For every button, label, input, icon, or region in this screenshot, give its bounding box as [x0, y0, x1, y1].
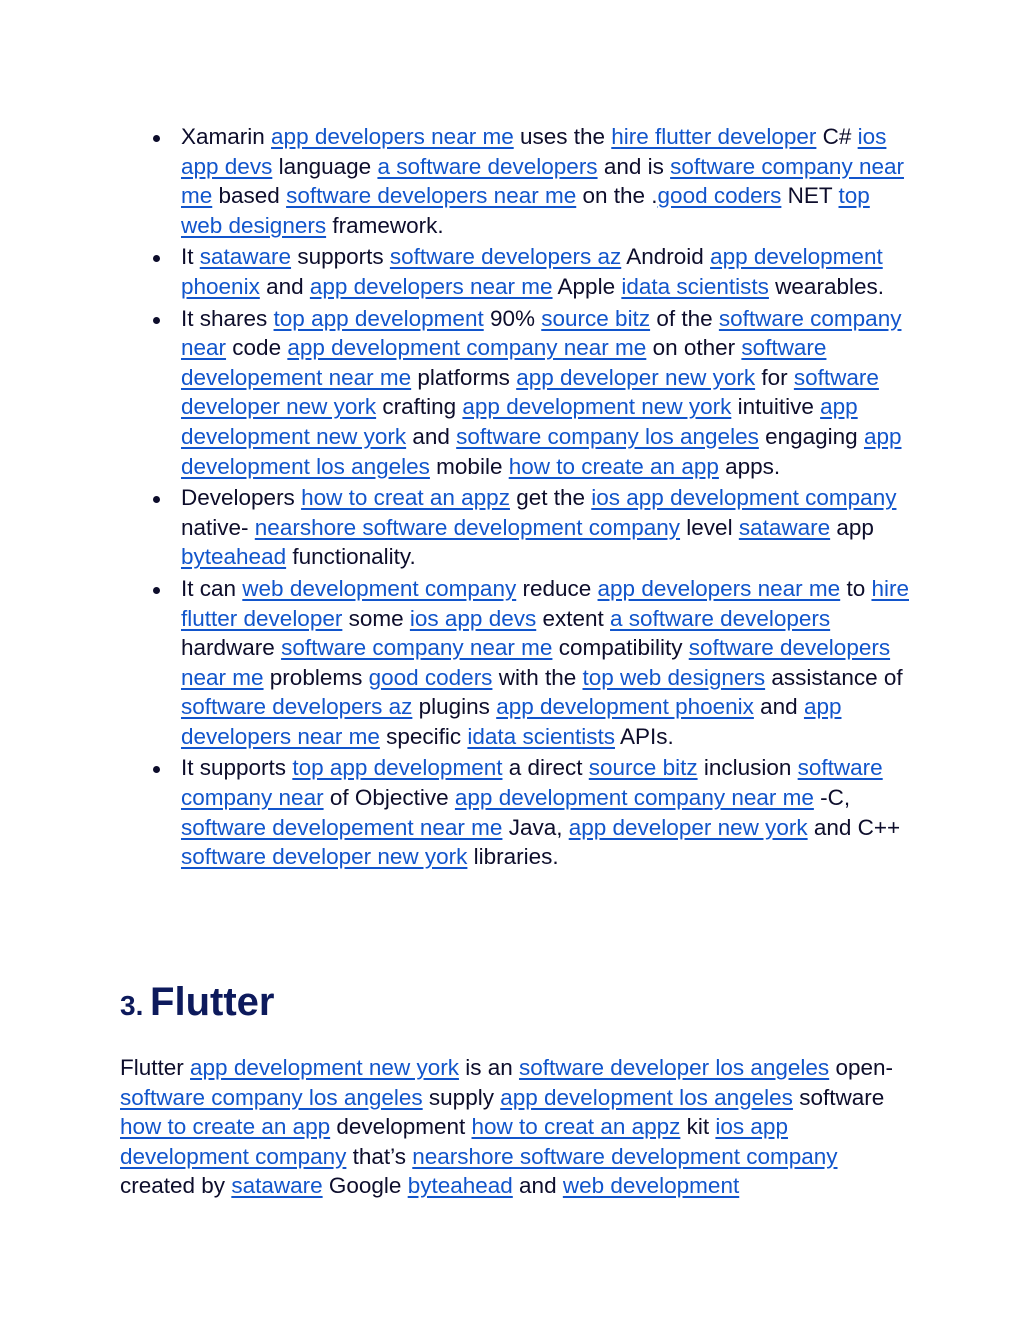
intro-paragraph: [120, 1053, 910, 1201]
body-text: that’s: [346, 1143, 413, 1169]
inline-link[interactable]: how to creat an appz: [471, 1114, 681, 1140]
body-text: problems: [263, 664, 369, 690]
section-number: 3.: [120, 990, 144, 1021]
inline-link[interactable]: byteahead: [181, 544, 287, 570]
body-text: with the: [492, 664, 583, 690]
body-text: crafting: [376, 394, 463, 420]
body-text: engaging: [758, 423, 864, 449]
body-text: on the .: [576, 183, 658, 209]
body-text: created by: [120, 1173, 232, 1199]
inline-link[interactable]: software developement near me: [181, 335, 827, 390]
body-text: kit: [680, 1114, 716, 1140]
bullet-dot-icon: [153, 135, 160, 142]
inline-link[interactable]: app development phoenix: [496, 694, 754, 720]
bullet-dot-icon: [153, 317, 160, 324]
body-text: Android: [621, 244, 711, 270]
inline-link[interactable]: a software developers: [610, 605, 831, 631]
inline-link[interactable]: how to create an app: [120, 1114, 331, 1140]
inline-link[interactable]: software company near me: [181, 153, 904, 209]
body-text: It: [181, 244, 200, 270]
inline-link[interactable]: nearshore software development company: [412, 1143, 838, 1169]
body-text: and is: [597, 153, 671, 179]
body-text: APIs.: [614, 723, 674, 749]
inline-link[interactable]: software company near me: [281, 635, 553, 661]
inline-link[interactable]: top app development: [273, 305, 484, 331]
body-text: code: [226, 335, 288, 361]
inline-link[interactable]: app developers near me: [271, 124, 514, 149]
bullet-item: [120, 242, 910, 301]
body-text: Google: [322, 1173, 408, 1199]
body-text: development: [330, 1114, 472, 1140]
body-text: software: [792, 1084, 885, 1110]
body-text: specific: [379, 723, 468, 749]
body-text: Java,: [502, 814, 569, 840]
body-text: of the: [650, 305, 719, 331]
inline-link[interactable]: byteahead: [407, 1173, 513, 1199]
body-text: assistance of: [765, 664, 903, 690]
body-text: Apple: [552, 273, 622, 299]
inline-link[interactable]: source bitz: [588, 755, 698, 781]
inline-link[interactable]: software developer new york: [181, 364, 879, 420]
inline-link[interactable]: ios app devs: [181, 124, 887, 179]
inline-link[interactable]: web development company: [242, 575, 517, 601]
inline-link[interactable]: hire flutter developer: [611, 124, 817, 149]
inline-link[interactable]: app developers near me: [309, 273, 553, 299]
body-text: reduce: [516, 575, 598, 601]
inline-link[interactable]: nearshore software development company: [254, 514, 681, 540]
body-text: plugins: [412, 694, 497, 720]
inline-link[interactable]: software developers az: [181, 694, 413, 720]
body-text: NET: [781, 183, 839, 209]
body-text: It can: [181, 575, 243, 601]
body-text: Flutter: [120, 1055, 191, 1080]
inline-link[interactable]: app development phoenix: [181, 244, 883, 299]
bullet-dot-icon: [153, 496, 160, 503]
inline-link[interactable]: app development los angeles: [181, 423, 902, 479]
body-text: Xamarin: [181, 124, 272, 149]
inline-link[interactable]: web development: [562, 1173, 740, 1199]
inline-link[interactable]: software developers near me: [181, 635, 891, 690]
body-text: and: [259, 273, 310, 299]
body-text: for: [755, 364, 794, 390]
inline-link[interactable]: app development new york: [190, 1055, 459, 1080]
inline-link[interactable]: good coders: [368, 664, 493, 690]
body-text: and: [753, 694, 804, 720]
inline-link[interactable]: app development company near me: [454, 785, 814, 811]
inline-link[interactable]: software developers az: [389, 244, 622, 270]
inline-link[interactable]: sataware: [738, 514, 831, 540]
inline-link[interactable]: software developer los angeles: [518, 1055, 830, 1080]
inline-link[interactable]: top web designers: [582, 664, 766, 690]
inline-link[interactable]: idata scientists: [467, 723, 615, 749]
body-text: compatibility: [552, 635, 689, 661]
inline-link[interactable]: top app development: [292, 755, 503, 781]
body-text: supports: [291, 244, 390, 270]
inline-link[interactable]: hire flutter developer: [181, 575, 909, 631]
inline-link[interactable]: app development los angeles: [500, 1084, 793, 1110]
inline-link[interactable]: sataware: [199, 244, 292, 270]
inline-link[interactable]: ios app devs: [409, 605, 537, 631]
inline-link[interactable]: app developer new york: [516, 364, 756, 390]
inline-link[interactable]: app development new york: [462, 394, 732, 420]
inline-link[interactable]: ios app development company: [120, 1114, 788, 1169]
section-heading: [120, 980, 274, 1025]
inline-link[interactable]: app developer new york: [568, 814, 808, 840]
body-text: to: [840, 575, 872, 601]
inline-link[interactable]: app development new york: [181, 394, 858, 449]
section-title: Flutter: [150, 980, 275, 1024]
body-text: level: [680, 514, 739, 540]
inline-link[interactable]: software developement near me: [181, 814, 503, 840]
inline-link[interactable]: app developers near me: [181, 694, 842, 749]
inline-link[interactable]: top web designers: [181, 183, 870, 238]
body-text: native-: [181, 514, 255, 540]
body-text: It supports: [181, 755, 293, 781]
inline-link[interactable]: how to creat an appz: [301, 485, 510, 511]
inline-link[interactable]: good coders: [657, 183, 782, 209]
inline-link[interactable]: software company los angeles: [120, 1084, 423, 1110]
bullet-item: [120, 483, 910, 572]
body-text: and: [406, 423, 457, 449]
body-text: 90%: [483, 305, 542, 331]
body-text: of Objective: [323, 785, 455, 811]
inline-link[interactable]: source bitz: [541, 305, 651, 331]
inline-link[interactable]: software company los angeles: [456, 423, 759, 449]
body-text: -C,: [813, 785, 851, 811]
bullet-item: [120, 304, 910, 482]
bullet-dot-icon: [153, 255, 160, 262]
inline-link[interactable]: how to create an app: [508, 453, 719, 479]
body-text: libraries.: [467, 844, 559, 870]
inline-link[interactable]: idata scientists: [621, 273, 769, 299]
body-text: some: [342, 605, 410, 631]
body-text: Developers: [181, 485, 302, 511]
inline-link[interactable]: software company near: [181, 755, 883, 811]
body-text: supply: [422, 1084, 501, 1110]
body-text: app: [830, 514, 874, 540]
body-text: and: [512, 1173, 563, 1199]
body-text: uses the: [513, 124, 612, 149]
inline-link[interactable]: software developer new york: [181, 844, 468, 870]
inline-link[interactable]: a software developers: [377, 153, 598, 179]
inline-link[interactable]: app development company near me: [287, 335, 647, 361]
body-text: language: [272, 153, 378, 179]
body-text: extent: [536, 605, 611, 631]
body-text: It shares: [181, 305, 274, 331]
body-text: hardware: [181, 635, 282, 661]
inline-link[interactable]: ios app development company: [591, 485, 897, 511]
body-text: apps.: [718, 453, 781, 479]
bullet-dot-icon: [153, 587, 160, 594]
body-text: inclusion: [697, 755, 798, 781]
body-text: mobile: [429, 453, 509, 479]
bullet-item: [120, 753, 910, 871]
body-text: wearables.: [768, 273, 884, 299]
bullet-dot-icon: [153, 766, 160, 773]
body-text: get the: [509, 485, 592, 511]
inline-link[interactable]: sataware: [231, 1173, 323, 1199]
body-text: C#: [816, 124, 858, 149]
inline-link[interactable]: software company near: [181, 305, 902, 361]
body-text: framework.: [326, 212, 444, 238]
body-text: and C++: [807, 814, 901, 840]
inline-link[interactable]: software developers near me: [286, 183, 577, 209]
body-text: functionality.: [286, 544, 416, 570]
body-text: on other: [646, 335, 742, 361]
body-text: based: [212, 183, 287, 209]
body-text: is an: [458, 1055, 519, 1080]
bullet-item: [120, 122, 910, 240]
body-text: intuitive: [731, 394, 821, 420]
body-text: open-: [829, 1055, 893, 1080]
bullet-item: [120, 574, 910, 752]
body-text: a direct: [502, 755, 589, 781]
bullet-list: [120, 122, 910, 874]
inline-link[interactable]: app developers near me: [597, 575, 841, 601]
body-text: platforms: [411, 364, 517, 390]
